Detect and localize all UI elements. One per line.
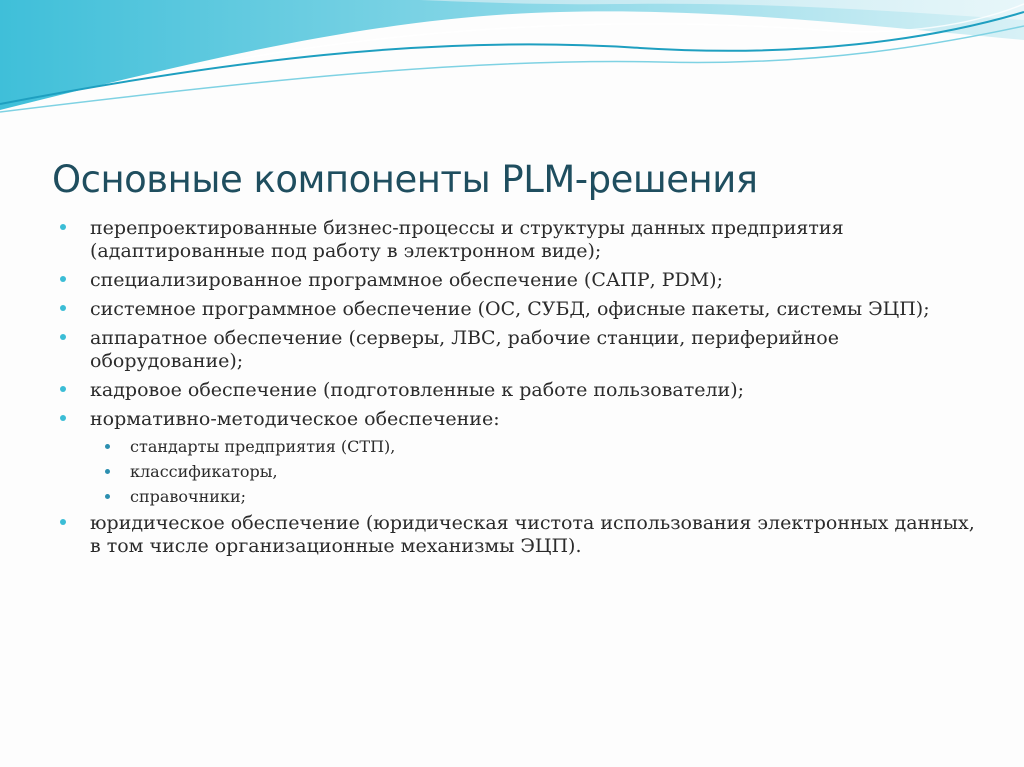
bullet-text: юридическое обеспечение (юридическая чистота использования электронных данных, в том числе организационные механизмы ЭЦП). <box>90 512 975 557</box>
bullet-item <box>60 298 990 321</box>
sub-bullet-dot-icon <box>105 469 110 474</box>
bullet-item <box>60 217 990 263</box>
bullet-text: перепроектированные бизнес-процессы и структуры данных предприятия (адаптированные под работу в электронном виде); <box>90 217 844 262</box>
sub-bullet-dot-icon <box>105 494 110 499</box>
slide-title: Основные компоненты PLM-решения <box>52 158 758 201</box>
bullet-dot-icon <box>60 224 66 230</box>
bullet-text: нормативно-методическое обеспечение: <box>90 408 500 430</box>
sub-bullet-item <box>60 462 990 482</box>
bullet-text: аппаратное обеспечение (серверы, ЛВС, рабочие станции, периферийное оборудование); <box>90 327 839 372</box>
bullet-item <box>60 512 990 558</box>
sub-bullet-text: стандарты предприятия (СТП), <box>130 437 396 456</box>
sub-bullet-text: классификаторы, <box>130 462 278 481</box>
sub-bullet-text: справочники; <box>130 487 247 506</box>
bullet-text: системное программное обеспечение (ОС, СУБД, офисные пакеты, системы ЭЦП); <box>90 298 930 320</box>
bullet-item <box>60 379 990 402</box>
bullet-item <box>60 269 990 292</box>
bullet-dot-icon <box>60 276 66 282</box>
bullet-list <box>60 217 990 564</box>
bullet-item <box>60 408 990 431</box>
sub-bullet-item <box>60 437 990 457</box>
header-wave-decoration <box>0 0 1024 120</box>
bullet-dot-icon <box>60 305 66 311</box>
bullet-dot-icon <box>60 386 66 392</box>
bullet-dot-icon <box>60 415 66 421</box>
bullet-text: специализированное программное обеспечение (САПР, PDM); <box>90 269 723 291</box>
sub-bullet-dot-icon <box>105 444 110 449</box>
bullet-dot-icon <box>60 519 66 525</box>
bullet-text: кадровое обеспечение (подготовленные к работе пользователи); <box>90 379 745 401</box>
bullet-dot-icon <box>60 334 66 340</box>
bullet-item <box>60 327 990 373</box>
sub-bullet-item <box>60 487 990 507</box>
